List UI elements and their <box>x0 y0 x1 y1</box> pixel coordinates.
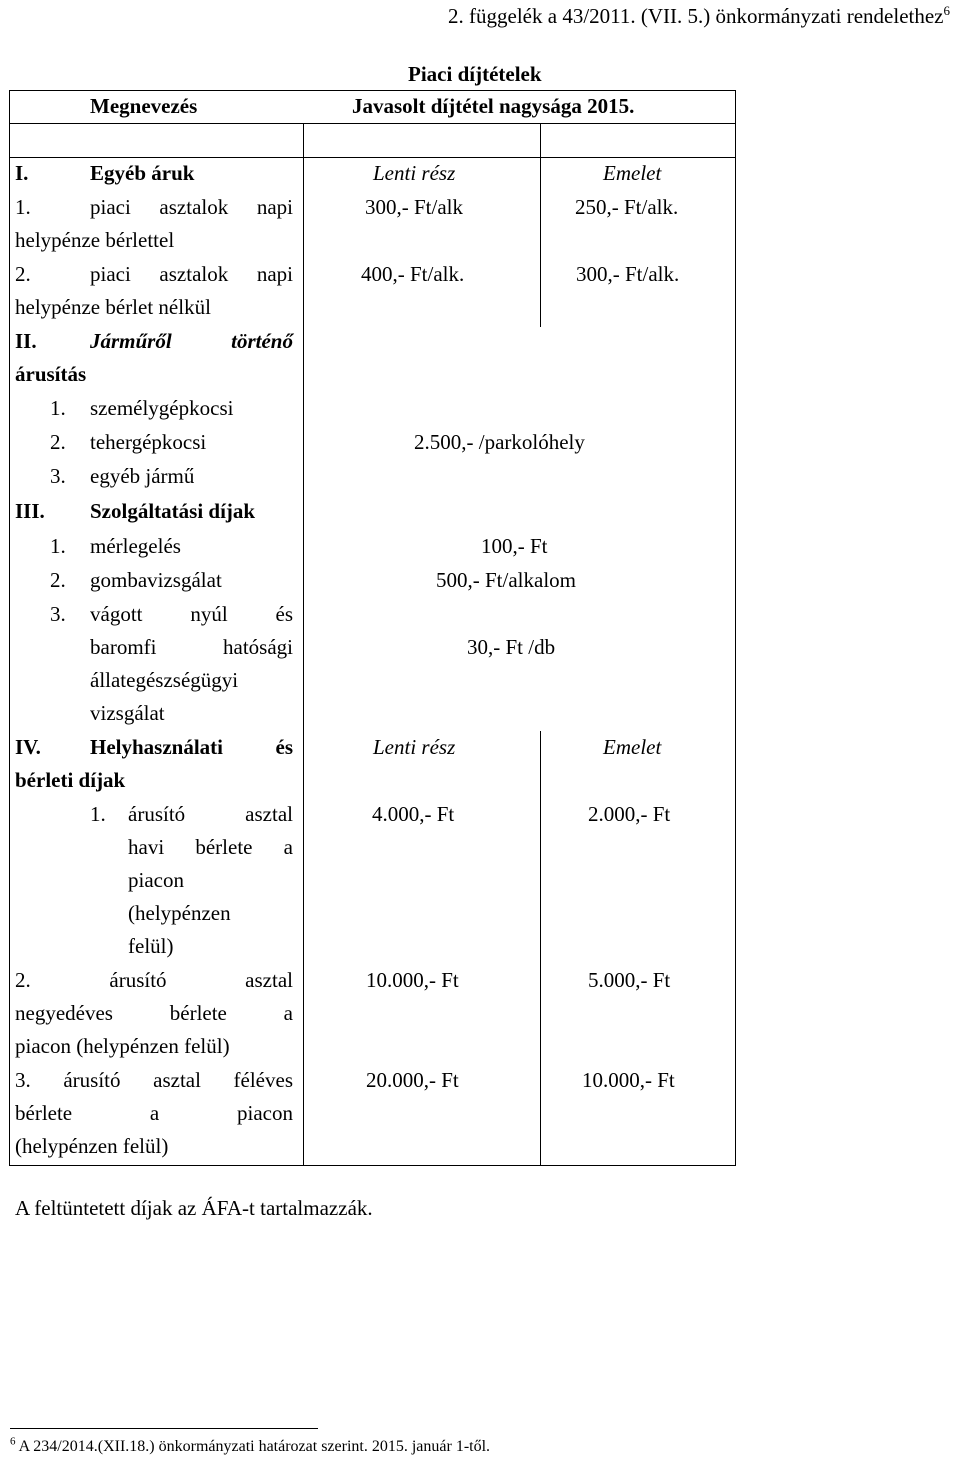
row-label-continued: (helypénzen felül) <box>15 1134 169 1158</box>
footnote-separator <box>10 1428 318 1429</box>
section-number: I. <box>15 161 29 185</box>
row-label-continued: havi bérlete a <box>128 835 293 859</box>
row-label-continued: vizsgálat <box>90 701 165 725</box>
fee-lower: 10.000,- Ft <box>366 968 459 992</box>
section-number: IV. <box>15 735 41 759</box>
section-title-continued: bérleti díjak <box>15 768 126 792</box>
column-upper-floor: Emelet <box>603 735 662 759</box>
row-label-continued: bérlete a piacon <box>15 1101 293 1125</box>
section-title: Szolgáltatási díjak <box>90 499 256 523</box>
row-label: piaci asztalok napi <box>90 195 293 219</box>
row-label-continued: baromfi hatósági <box>90 635 293 659</box>
section-number: III. <box>15 499 45 523</box>
section-title: Egyéb áruk <box>90 161 195 185</box>
fee-upper: 5.000,- Ft <box>588 968 671 992</box>
section-title: Járműről történő <box>90 329 293 353</box>
fee-lower: 4.000,- Ft <box>372 802 455 826</box>
row-number: 1. <box>50 396 66 420</box>
row-label: egyéb jármű <box>90 464 195 488</box>
footnote <box>10 1435 491 1456</box>
row-label-continued: piacon <box>128 868 184 892</box>
footnote-reference: 6 <box>943 3 950 18</box>
fee-upper: 10.000,- Ft <box>582 1068 675 1092</box>
fee: 30,- Ft /db <box>467 635 556 659</box>
column-header-name: Megnevezés <box>90 94 198 118</box>
fee-lower: 300,- Ft/alk <box>365 195 463 219</box>
row-label: árusító asztal <box>128 802 293 826</box>
section-title: Helyhasználati és <box>90 735 293 759</box>
row-label-text: árusító asztal <box>109 968 293 992</box>
row-number: 2. <box>15 262 31 286</box>
vat-note: A feltüntetett díjak az ÁFA-t tartalmazzák. <box>15 1196 373 1220</box>
row-label-continued: állategészségügyi <box>90 668 239 692</box>
row-label <box>15 1064 293 1097</box>
row-label-continued: helypénze bérlet nélkül <box>15 295 211 319</box>
row-label <box>15 964 293 997</box>
document-header <box>448 4 950 29</box>
row-label-continued: helypénze bérlettel <box>15 228 175 252</box>
fee: 500,- Ft/alkalom <box>436 568 576 592</box>
fee-upper: 250,- Ft/alk. <box>575 195 679 219</box>
fee-lower: 400,- Ft/alk. <box>361 262 465 286</box>
column-lower-floor: Lenti rész <box>373 161 456 185</box>
row-number: 3. <box>50 464 66 488</box>
row-number: 1. <box>50 534 66 558</box>
row-label-text: árusító asztal féléves <box>63 1068 293 1092</box>
row-label: gombavizsgálat <box>90 568 222 592</box>
row-number: 2. <box>15 968 31 992</box>
row-label: vágott nyúl és <box>90 602 293 626</box>
section-title-continued: árusítás <box>15 362 87 386</box>
footnote-mark: 6 <box>10 1435 16 1448</box>
footnote-text: A 234/2014.(XII.18.) önkormányzati határozat szerint. 2015. január 1-től. <box>18 1438 491 1455</box>
column-lower-floor: Lenti rész <box>373 735 456 759</box>
row-label: tehergépkocsi <box>90 430 207 454</box>
row-label: mérlegelés <box>90 534 181 558</box>
fee-upper: 300,- Ft/alk. <box>576 262 680 286</box>
row-label-continued: piacon (helypénzen felül) <box>15 1034 230 1058</box>
row-number: 2. <box>50 430 66 454</box>
row-number: 1. <box>90 802 106 826</box>
row-number: 1. <box>15 195 31 219</box>
row-label-continued: felül) <box>128 934 174 958</box>
table-title: Piaci díjtételek <box>408 62 542 86</box>
row-number: 2. <box>50 568 66 592</box>
section-number: II. <box>15 329 37 353</box>
row-label: személygépkocsi <box>90 396 234 420</box>
row-number: 3. <box>50 602 66 626</box>
fee: 100,- Ft <box>481 534 548 558</box>
row-label-continued: negyedéves bérlete a <box>15 1001 293 1025</box>
row-label: piaci asztalok napi <box>90 262 293 286</box>
column-upper-floor: Emelet <box>603 161 662 185</box>
column-header-fee: Javasolt díjtétel nagysága 2015. <box>352 94 635 118</box>
fee-upper: 2.000,- Ft <box>588 802 671 826</box>
row-label-continued: (helypénzen <box>128 901 231 925</box>
row-number: 3. <box>15 1068 31 1092</box>
header-text: 2. függelék a 43/2011. (VII. 5.) önkormányzati rendelethez <box>448 4 944 28</box>
fee-lower: 20.000,- Ft <box>366 1068 459 1092</box>
fee-parking: 2.500,- /parkolóhely <box>414 430 585 454</box>
